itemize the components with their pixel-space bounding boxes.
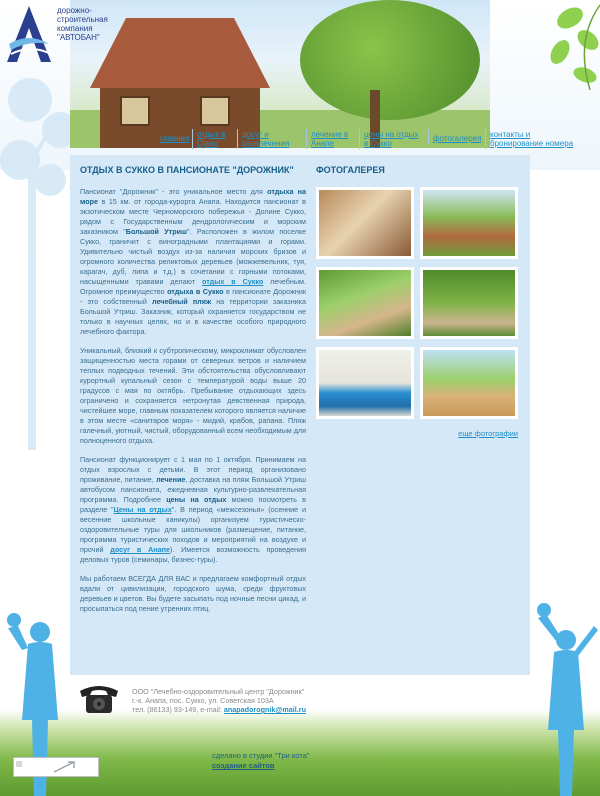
text: на территории заказника Большой Утриш. Заказник, который охраняется государством не только в научных целях, но и в качестве особого природного лечебного фактора. <box>80 297 306 336</box>
link-rest-sukko[interactable]: отдых в Сукко <box>202 277 264 286</box>
counter-badge[interactable] <box>13 757 99 777</box>
intro-paragraph <box>80 187 306 337</box>
logo-line: "АВТОБАН" <box>57 33 100 42</box>
climate-paragraph: Уникальный, близкий к субтропическому, микроклимат обусловлен защищенностью места горами от северных ветров и наличием теплых подводных течений. Эти обстоятельства обусловливают курортный купальный сезон с температурой воды выше 20 градусов с мая по октябрь. Пребывание отдыхающих здесь ограничено и сохраняется нетронутая девственная природа, чистейшее море, главным показателем которого является наличие в этом месте «санитаров моря» - мидий, крабов, рапана. Пляж галечный, уютный, чистый, оборудованный всем необходимым для полноценного отдыха. <box>80 346 306 445</box>
nav-treatment[interactable]: лечение в Анапе <box>306 129 359 149</box>
email-link[interactable]: anapadorognik@mail.ru <box>223 705 306 714</box>
studio-text: сделано в студии "Три кота" <box>212 751 310 760</box>
nav-gallery[interactable]: фотогалерея <box>428 129 485 144</box>
bold-text: цены на отдых <box>166 495 227 504</box>
nav-rest-sukko[interactable]: отдых в Сукко <box>192 129 237 149</box>
house-roof <box>90 18 270 88</box>
bold-text: отдыха в Сукко <box>167 287 224 296</box>
text: лечебным. Огромное преимущество <box>80 277 306 296</box>
leaves-decoration <box>530 0 600 90</box>
footer-contacts <box>132 687 306 714</box>
studio-link[interactable]: создание сайтов <box>212 761 275 770</box>
company-name: ООО "Лечебно-оздоровительный центр "Дорожник" <box>132 687 305 696</box>
gallery-photo-trees-building[interactable] <box>316 267 414 339</box>
text: Пансионат "Дорожник" - это уникальное место для <box>80 187 268 196</box>
nav-prices[interactable]: цены на отдых в Сукко <box>359 129 428 149</box>
more-photos-link[interactable]: еще фотографии <box>458 429 518 438</box>
company-phone <box>132 705 306 714</box>
main-column <box>80 165 306 623</box>
content-panel <box>70 155 530 675</box>
family-silhouette-right <box>520 600 600 796</box>
logo-line: дорожно- <box>57 6 92 15</box>
season-paragraph <box>80 455 306 565</box>
logo-text <box>57 6 117 42</box>
nav-contacts[interactable]: контакты и бронирование номера <box>485 129 582 149</box>
text: можно посмотреть в разделе " <box>80 495 306 514</box>
text: в пансионате Дорожник - это собственный <box>80 287 307 306</box>
photo-grid <box>316 187 522 419</box>
nav-home[interactable]: главная <box>160 134 190 143</box>
gallery-title: ФОТОГАЛЕРЕЯ <box>316 165 385 175</box>
gallery-photo-indoor-pool[interactable] <box>316 347 414 419</box>
tree-canopy <box>300 0 480 120</box>
text: ". Расположен в жилом поселке Сукко, граничит с виноградными плантациями и горами. Удивительно чистый воздух из-за наличия морских бризов и огромного количества реликтовых деревьев (можжевельник, туя, карагач, дуб, липа и т.д.) в сочетании с горными потоками, насыщенными травами делают <box>80 227 306 286</box>
studio-credit <box>212 751 310 771</box>
house-window <box>120 96 150 126</box>
logo-line: компания <box>57 24 93 33</box>
counter-arrow-icon <box>14 758 98 776</box>
logo-line: строительная <box>57 15 108 24</box>
text: в 15 км. от города-курорта Анапа. Находится пансионат в экзотическом месте Черноморского побережья - Долине Сукко, рядом с Государственным дендрологическим и морским заказником " <box>80 197 306 236</box>
header-photo <box>70 0 490 148</box>
link-prices[interactable]: Цены на отдых <box>113 505 172 514</box>
text: ). Имеется возможность проведения деловых туров (семинары, бизнес-туры). <box>80 545 306 564</box>
bold-text: Большой Утриш <box>125 227 188 236</box>
page-title: ОТДЫХ В СУККО В ПАНСИОНАТЕ "ДОРОЖНИК" <box>80 165 294 175</box>
gallery-photo-playground[interactable] <box>420 347 518 419</box>
main-nav <box>156 129 596 151</box>
gallery-photo-garden-building[interactable] <box>420 187 518 259</box>
closing-paragraph: Мы работаем ВСЕГДА ДЛЯ ВАС и предлагаем комфортный отдых вдали от цивилизации, городского шума, среди фруктовых деревьев и цветов. Вы будете засыпать под ночные песни цикад, и просыпаться под пение утренних птиц. <box>80 574 306 613</box>
text: , доставка на пляж Большой Утриш автобусом пансионата, ежедневная культурно-развлекательная программа. Подробнее <box>80 475 306 504</box>
bold-text: отдыха на море <box>80 187 306 206</box>
telephone-icon <box>76 681 122 715</box>
link-leisure-anapa[interactable]: досуг в Анапе <box>110 545 170 554</box>
gallery-photo-hotel-room[interactable] <box>316 187 414 259</box>
nav-leisure[interactable]: досуг и развлечения <box>237 129 306 149</box>
logo-a-icon[interactable] <box>3 4 55 66</box>
phone-text: тел. (86133) 93-149, e-mail: <box>132 705 224 714</box>
gallery-photo-garden-path[interactable] <box>420 267 518 339</box>
house-window <box>200 96 230 126</box>
text: Пансионат функционирует с 1 мая по 1 октября. Принимаем на отдых взрослых с детьми. В этот период организовано проживание, питание, <box>80 455 306 484</box>
bold-text: лечение <box>156 475 186 484</box>
text: ". В период «межсезонья» (осенние и весенние школьные каникулы) организуем туристическо-оздоровительные туры для школьников (размещение, питание, программа туристических походов и мероприятий на воздухе и прочий <box>80 505 307 554</box>
gallery-column <box>316 165 522 438</box>
bold-text: лечебный пляж <box>152 297 212 306</box>
company-address: г.-к. Анапа, пос. Сукко, ул. Советская 103А <box>132 696 274 705</box>
